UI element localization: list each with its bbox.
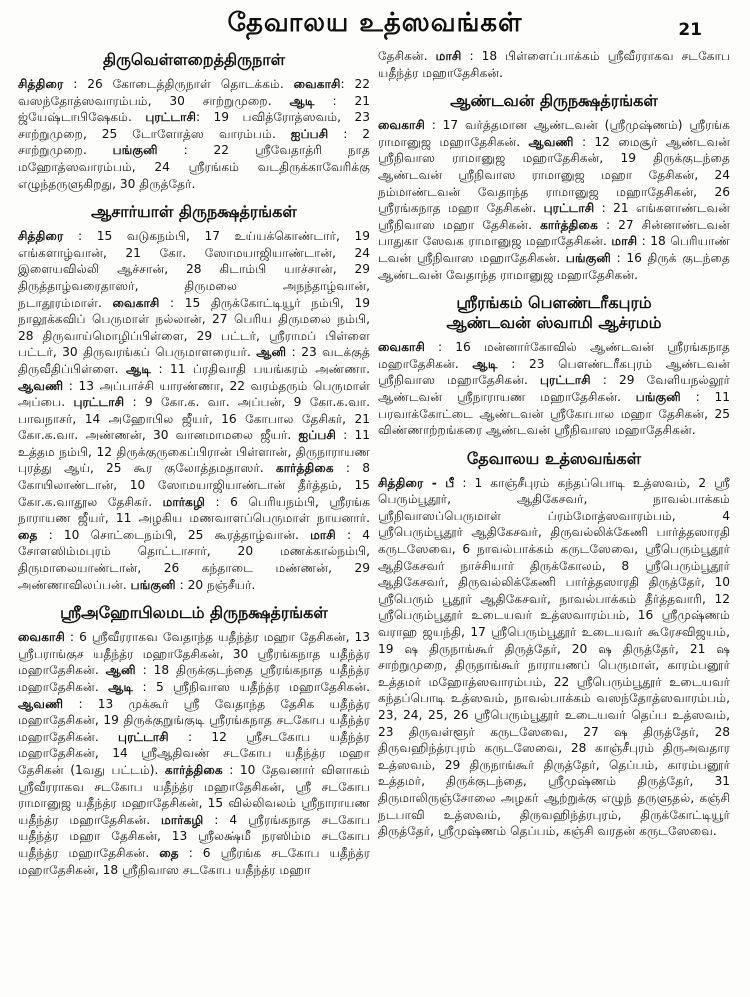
entry-text: : 6 பெரியநம்பி, ஸ்ரீரங்க நாராயண ஜீயர், 11 அழகிய மணவாளப்பெருமாள் நாயனார்.	[18, 494, 370, 526]
entry-text: : 15 வடுகநம்பி, 17 உய்யக்கொண்டார், 19 எங்களாழ்வான், 21 கோ. ஸோமயாஜியாண்டான், 24 இளையவில்லி ஆச்சான், 28 கிடாம்பி யாச்சான், 29 திருத்தாழ்வரைதாஸர், திருமலை அநந்தாழ்வான், நடாதூரம்மாள்.	[18, 229, 370, 310]
month-label: மாசி	[435, 49, 462, 63]
month-label: புரட்டாசி	[543, 201, 595, 216]
entry-text: : 6 ஸ்ரீவீரராகவ வேதாந்த யதீந்த்ர மஹா தேசிகன், 13 ஸ்ரீபராங்குச யதீந்த்ர மஹாதேசிகன், 30 ஸ்ரீரங்கநாத யதீந்த்ர மஹாதேசிகன்.	[18, 630, 370, 678]
month-label: புரட்டாசி	[73, 395, 125, 410]
month-label: ஆவணி	[18, 696, 64, 711]
entry-text: : 9 கோ.க. வா. அப்பன், 9 கோ.க.வா. பாவநாசர், 14 அஹோபில ஜீயர், 16 கோபால தேசிகர், 21 கோ.க.வா. அண்ணன், 30 வானமாமலை ஜீயர்.	[18, 395, 371, 443]
entry-text: : 4 சோளஸிம்மபுரம் தொட்டாசார், 20 மணக்கால்நம்பி, திருமாலையாண்டான், 26 கந்தாடை மண்ணன், 29 அண்ணாவிலப்பன்.	[18, 527, 370, 592]
entry-text: : 8 கோயிலாண்டான், 10 ஸோமயாஜியாண்டான் தீர்த்தம், 15 கோ.க.வாதூல தேசிகர்.	[18, 461, 371, 509]
entry-text: தேசிகன்.	[378, 49, 436, 63]
month-label: வைகாசி	[18, 630, 65, 645]
entry-text: : 15 திருக்கோட்டியூர் நம்பி, 19 நாலூக்கவிப் பெருமாள் நல்லான், 27 பெரிய திருமலை நம்பி, 28 திருவாய்மொழிப்பிள்ளை, 29 பட்டர், ஸ்ரீராமப் பிள்ளை பட்டர், 30 திருவரங்கப் பெருமாளரையர்.	[18, 295, 370, 360]
section-heading: ஆசார்யாள் திருநக்ஷத்ரங்கள்	[91, 202, 297, 222]
month-label: புரட்டாசி	[118, 729, 169, 744]
entry-text: : 21 எங்களாண்டவன் ஸ்ரீநிவாஸ மஹா தேசிகன்.	[378, 201, 730, 232]
section-heading: ஸ்ரீஅஹோபிலமடம் திருநக்ஷத்ரங்கள்	[60, 603, 328, 623]
month-label: ஆனி	[105, 663, 136, 678]
entry-text: : 10 சொட்டைநம்பி, 25 கூரத்தாழ்வான்.	[37, 527, 311, 542]
section-heading: தேவாலய உத்ஸவங்கள்	[466, 448, 642, 468]
section-heading: திருவெள்ளறைத்திருநாள்	[102, 50, 286, 69]
month-label: மாசி	[310, 527, 336, 542]
entry-text: : 23 பௌண்டரீகபுரம் ஆண்டவன் ஸ்ரீநிவாஸ மஹாதேசிகன்.	[378, 356, 730, 388]
entry-text: : 21 ஜ்யேஷ்டாபிஷேகம்.	[18, 93, 370, 125]
month-label: ஐப்பசி	[298, 428, 336, 443]
month-label: தை	[159, 845, 179, 860]
month-label: ஆடி	[472, 356, 498, 371]
page-number: 21	[678, 20, 702, 40]
section-body	[378, 339, 730, 439]
right-column	[378, 48, 730, 850]
entry-text: : 11 பரவாக்கோட்டை ஆண்டவன் ஸ்ரீகோபால மஹா தேசிகன், 25 விண்ணாற்றங்கரை ஆண்டவன் ஸ்ரீநிவாஸ மஹாதேசிகன்.	[378, 389, 730, 438]
entry-text: : 22 வஸந்தோத்ஸவாரம்பம், 30 சாற்றுமுறை.	[18, 77, 371, 108]
month-label: சித்திரை - பீ	[378, 475, 455, 490]
entry-text: : 5 ஸ்ரீநிவாஸ யதீந்த்ர மஹாதேசிகன்.	[133, 680, 370, 694]
entry-text: : 1 காஞ்சீபுரம் கந்தப்பொடி உத்ஸவம், 2 ஸ்ரீ பெரும்பூதூர், ஆதிகேசவர், நாவல்பாக்கம் ஸ்ரீநிவாஸப்பெருமாள் ப்ரம்மோத்ஸவாரம்பம், 4 ஸ்ரீபெரும்பூதூர் ஆதிகேசவர், திருவல்லிக்கேணி பார்த்தஸாரதி கருடஸேவை, 6 நாவல்பாக்கம் கருடஸேவை, ஸ்ரீபெரும்பூதூர் ஆதிகேசவர் நாச்சியார் திருக்கோலம், 8 ஸ்ரீபெரும்பூதூர் ஆதிகேசவர், திருவல்லிக்கேணி பார்த்தஸாரதி திருத்தேர், 10 ஸ்ரீபெரும் பூதூர் ஆதிகேசவர், நாவல்பாக்கம் தீர்த்தவாரி, 12 ஸ்ரீபெரும்பூதூர் உடையவர் உத்ஸவாரம்பம், 16 ஸ்ரீமுஷ்ணம் வராஹ ஜயந்தி, 17 ஸ்ரீபெரும்பூதூர் உடையவர் கூரேசவிஜயம், 19 ஷ திருநாங்கூர் திருத்தேர், 20 ஷ திருத்தேர், 21 ஷ சாற்றுமுறை, திருநாங்கூர் நாராயணப் பெருமாள், காரம்பனூர் உத்தமர் மஹோத்ஸவாரம்பம், 22 ஸ்ரீபெரும்பூதூர் உடையவர் கந்தப்பொடி உத்ஸவம், நாவல்பாக்கம் வஸந்தோத்ஸவாரம்பம், 23, 24, 25, 26 ஸ்ரீபெரும்பூதூர் உடையவர் தெப்ப உத்ஸவம், 23 திருவள்ளூர் கருடஸேவை, 27 ஷ திருத்தேர், 28 திருவஹிந்த்ரபுரம் கருடஸேவை, 28 காஞ்சீபுரம் திருஅவதார உத்ஸவம், 29 திருநாங்கூர் திருத்தேர், தெப்பம், காரம்பனூர் உத்தமர், திருக்குடந்தை, ஸ்ரீமுஷ்ணம் திருத்தேர், 31 திருமாலிருஞ்சோலை அழகர் ஆற்றுக்கு எழுந் தருளுதல், கஞ்சி நடபாவி உத்ஸவம், திருவஹிந்த்ரபுரம், திருக்கோட்டியூர் திருத்தேர், ஸ்ரீமுஷ்ணம் தெப்பம், கஞ்சி வரதன் கருடஸேவை.	[378, 475, 730, 839]
month-label: பங்குனி	[635, 389, 681, 404]
month-label: சித்திரை	[18, 229, 64, 244]
month-label: மாசி	[611, 234, 638, 249]
entry-text: : 27 சின்னாண்டவன் பாதுகா ஸேவக ராமானுஜ மஹாதேசிகன்.	[378, 217, 730, 249]
month-label: கார்த்திகை	[540, 217, 598, 232]
entry-text: : 13 அப்பாச்சி யாரண்ணா, 22 வரம்தரும் பெருமாள் அப்பை.	[18, 378, 370, 410]
month-label: வைகாசி	[293, 77, 341, 91]
month-label: ஆவணி	[528, 134, 574, 149]
entry-text: : 11 உத்தம நம்பி, 12 திருக்குருகைப்பிரான் பிள்ளான், திருநாராயண புரத்து ஆய், 25 கூர குலோத்தமதாஸர்.	[18, 428, 370, 476]
entry-text: : 4 ஸ்ரீரங்கநாத சடகோப யதீந்த்ர மஹா தேசிகன், 13 ஸ்ரீலக்ஷ்மீ நரஸிம்ம சடகோப யதீந்த்ர மஹாதேசிகன்.	[18, 812, 370, 860]
month-label: மார்கழி	[162, 494, 205, 509]
entry-text: : 12 ஸ்ரீசடகோப யதீந்த்ர மஹாதேசிகன், 14 ஸ்ரீஆதிவண் சடகோப யதீந்த்ர மஹா தேசிகன் (1வது பட்டம்).	[18, 729, 370, 777]
entry-text: : 13 முக்கூர் ஸ்ரீ வேதாந்த தேசிக யதீந்த்ர மஹாதேசிகன், 19 திருக்குறுங்குடி ஸ்ரீரங்கநாத சடகோப யதீந்த்ர மஹாதேசிகன்.	[18, 696, 370, 744]
section-body	[378, 117, 730, 283]
entry-text: : 16 திருக் குடந்தை ஆண்டவன் வேதாந்த ராமானுஜ மஹாதேசிகன்.	[378, 250, 730, 282]
month-label: ஆனி	[256, 345, 287, 360]
section-body	[378, 475, 730, 840]
month-label: கார்த்திகை	[275, 461, 334, 476]
page-title: தேவாலய உத்ஸவங்கள்	[227, 8, 523, 38]
entry-text: : 20 நஞ்சீயர்.	[175, 577, 256, 592]
entry-text: : 16 மன்னார்கோவில் ஆண்டவன் ஸ்ரீரங்கநாத மஹாதேசிகன்.	[378, 340, 730, 371]
month-label: மார்கழி	[161, 812, 204, 827]
entry-text: : 2 சாற்றுமுறை.	[18, 126, 370, 158]
month-label: பங்குனி	[112, 143, 158, 158]
section-body	[378, 48, 730, 81]
entry-text: : 12 மைசூர் ஆண்டவன் ஸ்ரீநிவாஸ ராமானுஜ மஹாதேசிகன், 19 திருக்குடந்தை ஆண்டவன் ஸ்ரீநிவாஸ ராமானுஜ மஹா தேசிகன், 24 நம்மாண்டவன் வேதாந்த ராமானுஜ மஹாதேசிகன், 26 ஸ்ரீரங்கநாத மஹா தேசிகன்.	[378, 134, 730, 216]
month-label: ஆடி	[125, 361, 152, 376]
month-label: தை	[18, 527, 38, 542]
entry-text: : 22 ஸ்ரீவேதாத்ரி நாத மஹோத்ஸவாரம்பம், 24 ஸ்ரீரங்கம் வடதிருக்காவேரிக்கு எழுந்தருளுகிறது, 30 திருத்தேர்.	[18, 143, 370, 191]
section-body	[18, 228, 370, 593]
section-heading: ஸ்ரீரங்கம் பௌண்டரீகபுரம் ஆண்டவன் ஸ்வாமி ஆச்ரமம்	[446, 293, 662, 333]
left-column	[18, 48, 370, 888]
entry-text: : 11 ப்ரதிவாதி பயங்கரம் அண்ணா.	[151, 361, 370, 376]
entry-text: : 17 வர்த்தமான ஆண்டவன் (ஸ்ரீமுஷ்ணம்) ஸ்ரீரங்க ராமானுஜ மஹாதேசிகன்.	[378, 118, 730, 149]
entry-text: : 23 வடக்குத் திருவீதிப்பிள்ளை.	[18, 345, 370, 376]
month-label: சித்திரை	[18, 77, 64, 91]
section-body	[18, 629, 370, 878]
entry-text: : 19 பவித்ரோத்ஸவம், 23 சாற்றுமுறை, 25 டோளோத்ஸ வாரம்பம்.	[18, 110, 371, 141]
month-label: ஆடி	[289, 93, 315, 108]
entry-text: : 6 ஸ்ரீரங்க சடகோப யதீந்த்ர மஹாதேசிகன், 18 ஸ்ரீநிவாஸ சடகோப யதீந்த்ர மஹா	[18, 845, 370, 877]
entry-text: : 18 பெரியாண் டவன் ஸ்ரீநிவாஸ மஹாதேசிகன்.	[378, 234, 730, 265]
entry-text: : 10 தேவனார் விளாகம் ஸ்ரீவீரராகவ சடகோப யதீந்த்ர மஹாதேசிகன், ஸ்ரீ சடகோப ராமானுஜ யதீந்த்ர மஹாதேசிகன், 15 வில்லிவலம் ஸ்ரீநாராயண யதீந்த்ர மஹாதேசிகன்.	[18, 762, 370, 827]
section-body	[18, 76, 370, 192]
entry-text: : 18 பிள்ளைப்பாக்கம் ஸ்ரீவீரராகவ சடகோப யதீந்த்ர மஹாதேசிகன்.	[378, 49, 731, 80]
month-label: வைகாசி	[378, 118, 425, 133]
month-label: ஆடி	[108, 680, 134, 694]
month-label: வைகாசி	[378, 340, 425, 355]
month-label: புரட்டாசி	[145, 110, 196, 125]
month-label: புரட்டாசி	[539, 373, 591, 388]
section-heading: ஆண்டவன் திருநக்ஷத்ரங்கள்	[450, 91, 658, 111]
entry-text: : 26 கோடைத்திருநாள் தொடக்கம்.	[63, 77, 294, 91]
month-label: வைகாசி	[112, 295, 160, 310]
month-label: கார்த்திகை	[164, 762, 223, 777]
month-label: பங்குனி	[130, 577, 176, 592]
month-label: ஐப்பசி	[290, 126, 329, 141]
entry-text: : 29 வேளியநல்லூர் ஆண்டவன் ஸ்ரீநாராயண மஹாதேசிகன்.	[378, 373, 730, 404]
month-label: ஆவணி	[18, 378, 64, 393]
entry-text: : 18 திருக்குடந்தை ஸ்ரீரங்கநாத யதீந்த்ர மஹாதேசிகன்.	[18, 663, 370, 694]
month-label: பங்குனி	[565, 250, 611, 265]
